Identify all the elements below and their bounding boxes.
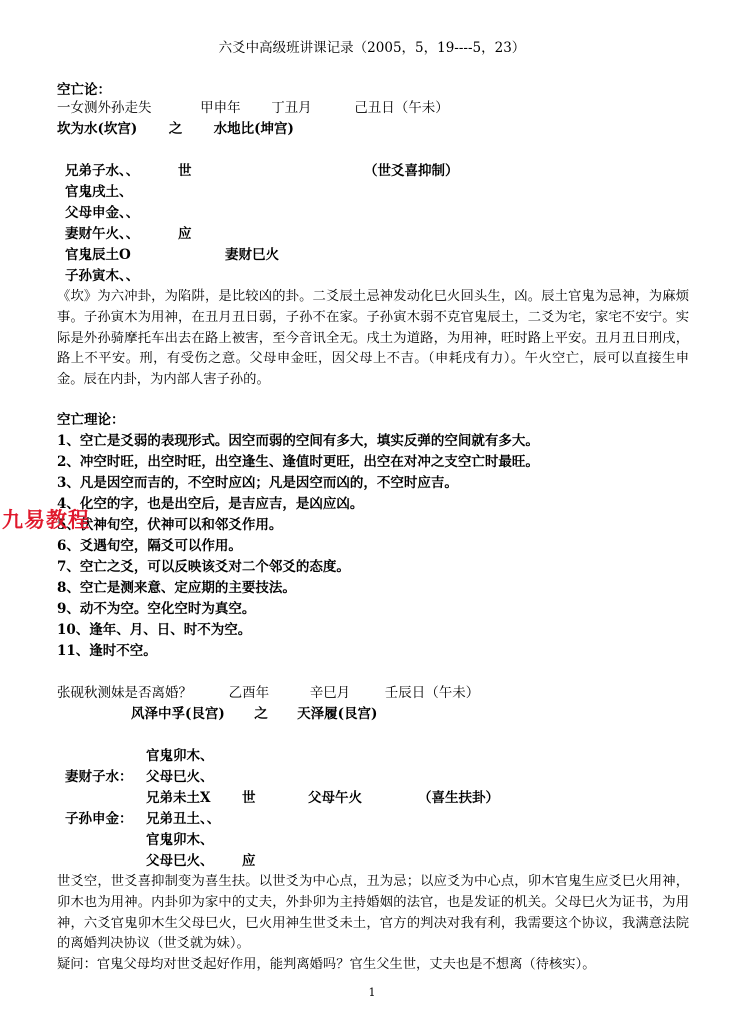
yao-line: 兄弟子水、、: [65, 163, 140, 179]
theory-item: 8、空亡是测来意、定应期的主要技法。: [57, 580, 296, 596]
question-line: 疑问：官鬼父母均对世爻起好作用，能判离婚吗？官生父生世，丈夫也是不想离（待核实）。: [57, 957, 596, 972]
theory-item: 1、空亡是爻弱的表现形式。因空而弱的空间有多大，填实反弹的空间就有多大。: [57, 433, 539, 449]
theory-item: 3、凡是因空而吉的，不空时应凶；凡是因空而凶的，不空时应吉。: [57, 475, 458, 491]
yao-line: 兄弟丑土、、: [146, 811, 221, 827]
yao-shi-mark: 世: [242, 790, 256, 806]
analysis-paragraph-2: 世爻空，世爻喜抑制变为喜生扶。以世爻为中心点，丑为忌；以应爻为中心点，卯木官鬼生应爻巳火用神，卯木也为用神。内卦卯为家中的丈夫，外卦卯为主持婚姻的法官，也是发证的机关。父母巳火为证书，为用神，六爻官鬼卯木生父母巳火，巳火用神生世爻未土，官方的判决对我有利，我需要这个协议，我满意法院的离婚判决协议（世爻就为妹）。: [57, 874, 689, 952]
theory-item: 5、伏神旬空，伏神可以和邻爻作用。: [57, 517, 283, 533]
gua-line-1: [57, 119, 294, 139]
yao-line: 兄弟未土X: [146, 790, 211, 806]
yao-line: 官鬼卯木、: [146, 748, 214, 764]
yao-note: （世爻喜抑制）: [364, 163, 459, 179]
gua-main: 风泽中孚(艮宫): [131, 706, 225, 722]
theory-item: 6、爻遇旬空，隔爻可以作用。: [57, 538, 242, 554]
case-line-2: [57, 683, 479, 703]
yao-line: 父母申金、、: [65, 205, 140, 221]
analysis-paragraph-1: 《坎》为六冲卦，为陷阱，是比较凶的卦。二爻辰土忌神发动化巳火回头生，凶。辰土官鬼为忌神，为麻烦事。子孙寅木为用神，在丑月丑日弱，子孙不在家。子孙寅木弱不克官鬼辰土，二爻为宅，家宅不安宁。实际是外孙骑摩托车出去在路上被害，至今音讯全无。戌土为道路，为用神，旺时路上平安。丑月丑日刑戌，路上不平安。刑，有受伤之意。父母申金旺，因父母上不吉。（申耗戌有力）。午火空亡，辰可以直接生申金。辰在内卦，为内部人害子孙的。: [57, 289, 689, 388]
theory-item: 9、动不为空。空化空时为真空。: [57, 601, 256, 617]
yao-fushen: 妻财子水：: [65, 769, 133, 785]
gua-change: 天泽履(艮宫): [297, 706, 378, 722]
yao-fushen: 子孙申金：: [65, 811, 133, 827]
case-line-1: [57, 98, 449, 118]
section-heading-kongwang: 空亡论：: [57, 82, 111, 98]
yao-line: 官鬼卯木、: [146, 832, 214, 848]
gua-line-2: [131, 704, 377, 724]
gua-zhi: 之: [168, 121, 183, 137]
yao-ying-mark: 应: [242, 853, 256, 869]
yao-bian: 父母午火: [308, 790, 362, 806]
case-year: 甲申年: [200, 100, 241, 116]
case-month: 辛巳月: [309, 685, 351, 701]
case-desc: 张砚秋测妹是否离婚？: [57, 685, 192, 701]
watermark-logo: 九易教程: [2, 508, 90, 532]
yao-shi-mark: 世: [178, 163, 192, 179]
section-heading-theory: 空亡理论：: [57, 412, 125, 428]
case-year: 乙酉年: [228, 685, 270, 701]
theory-item: 10、逢年、月、日、时不为空。: [57, 622, 252, 638]
yao-line: 父母巳火、: [146, 769, 214, 785]
yao-line: 子孙寅木、、: [65, 268, 140, 284]
theory-item: 4、化空的字，也是出空后，是吉应吉，是凶应凶。: [57, 496, 364, 512]
yao-note: （喜生扶卦）: [418, 790, 499, 806]
yao-line: 妻财午火、、: [65, 226, 140, 242]
yao-line: 官鬼戌土、: [65, 184, 133, 200]
gua-zhi: 之: [254, 706, 268, 722]
case-month: 丁丑月: [271, 100, 312, 116]
page-number: 1: [368, 986, 376, 999]
yao-line: 官鬼辰土O: [65, 247, 131, 263]
yao-bian: 妻财巳火: [225, 247, 279, 263]
case-desc: 一女测外孙走失: [57, 100, 152, 116]
theory-item: 11、逢时不空。: [57, 643, 157, 659]
case-day: 己丑日（午未）: [354, 100, 449, 116]
gua-main: 坎为水(坎宫): [57, 121, 138, 137]
page-title: 六爻中高级班讲课记录（2005，5，19----5，23）: [218, 40, 526, 56]
theory-item: 7、空亡之爻，可以反映该爻对二个邻爻的态度。: [57, 559, 350, 575]
case-day: 壬辰日（午未）: [384, 685, 480, 701]
theory-item: 2、冲空时旺，出空时旺，出空逢生、逢值时更旺，出空在对冲之支空亡时最旺。: [57, 454, 539, 470]
yao-ying-mark: 应: [178, 226, 192, 242]
gua-change: 水地比(坤宫): [213, 121, 294, 137]
yao-line: 父母巳火、: [146, 853, 214, 869]
